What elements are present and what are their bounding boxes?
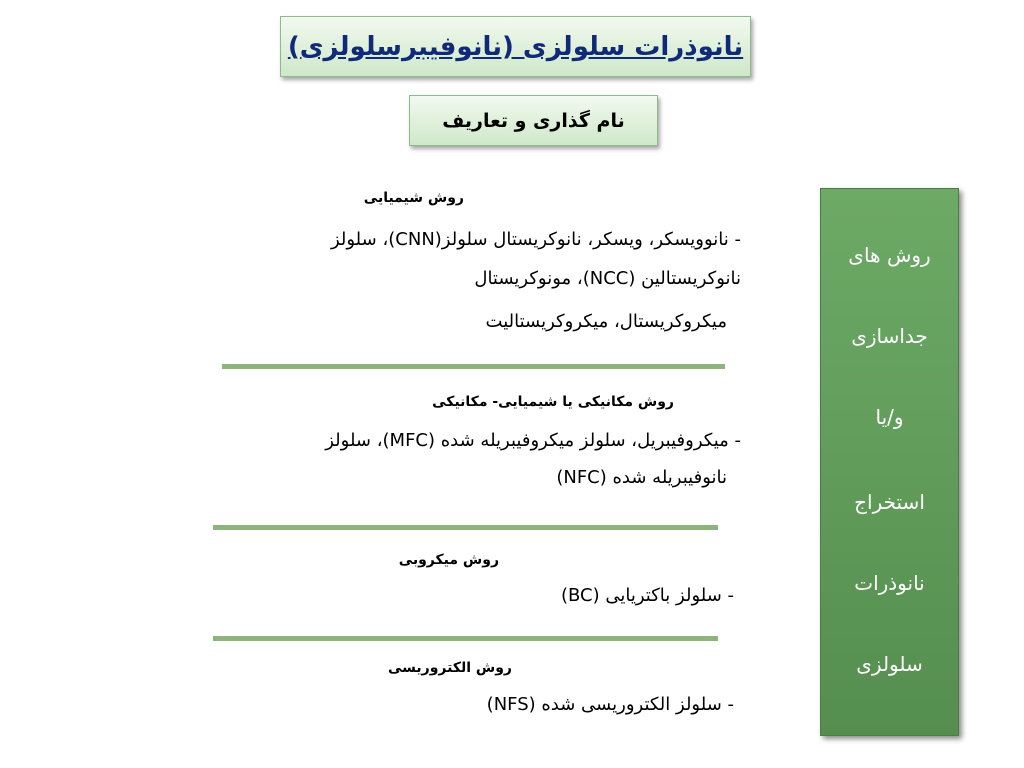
divider-2 <box>213 525 718 530</box>
side-word-6: سلولزی <box>856 652 923 676</box>
side-panel <box>820 188 959 736</box>
section-heading-chemical: روش شیمیایی <box>363 190 464 206</box>
page-title: نانوذرات سلولزی (نانوفیبرسلولزی) <box>287 31 744 62</box>
section-microbial-line-1: - سلولز باکتریایی (BC) <box>560 585 734 606</box>
side-word-2: جداسازی <box>851 324 928 348</box>
section-heading-mechanical: روش مکانیکی یا شیمیایی- مکانیکی <box>432 394 674 410</box>
title-box <box>280 16 751 77</box>
divider-3 <box>213 636 718 641</box>
section-heading-electrospinning: روش الکتروریسی <box>387 660 512 676</box>
divider-1 <box>222 364 725 369</box>
section-mechanical-line-2: نانوفیبریله شده (NFC) <box>556 467 727 488</box>
side-word-4: استخراج <box>854 490 925 514</box>
side-word-3: و/یا <box>875 405 904 429</box>
subtitle-box <box>409 95 658 146</box>
section-chemical-line-3: میکروکریستال، میکروکریستالیت <box>485 311 727 332</box>
side-word-5: نانوذرات <box>854 571 925 595</box>
section-chemical-line-1: - نانوویسکر، ویسکر، نانوکریستال سلولز(CNN)، سلولز <box>330 229 741 250</box>
section-electrospinning-line-1: - سلولز الکتروریسی شده (NFS) <box>486 694 734 715</box>
section-mechanical-line-1: - میکروفیبریل، سلولز میکروفیبریله شده (MFC)، سلولز <box>325 430 741 451</box>
section-heading-microbial: روش میکروبی <box>398 552 499 568</box>
section-chemical-line-2: نانوکریستالین (NCC)، مونوکریستال <box>474 268 741 289</box>
side-word-1: روش های <box>848 243 931 267</box>
page-subtitle: نام گذاری و تعاریف <box>442 109 625 132</box>
